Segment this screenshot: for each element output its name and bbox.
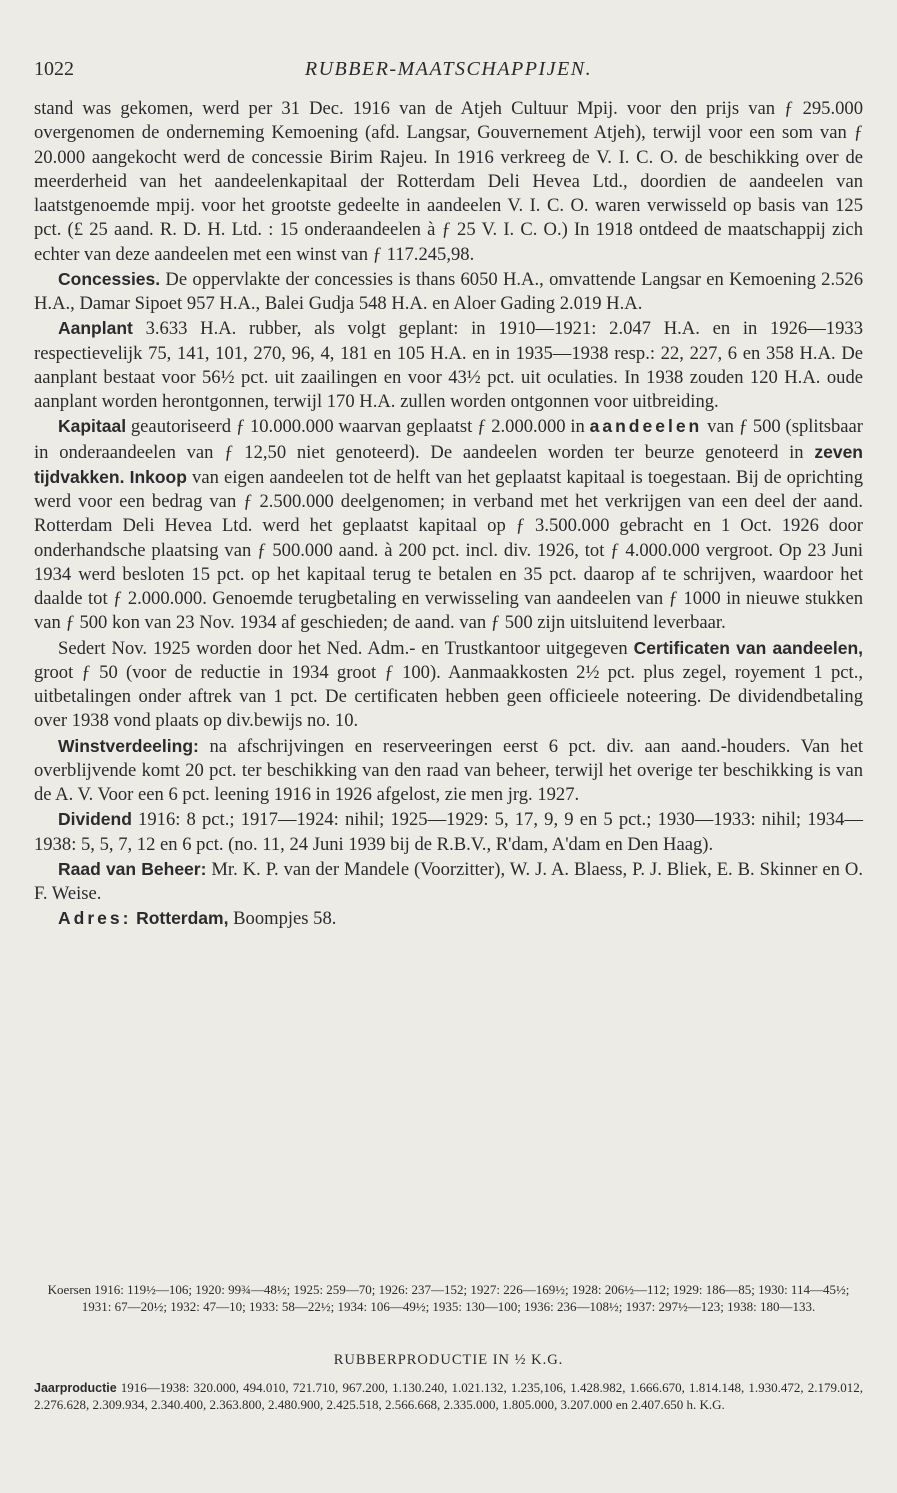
concessies-label: Concessies. [58,268,161,289]
dividend-label: Dividend [58,809,132,830]
paragraph-history: stand was gekomen, werd per 31 Dec. 1916 van de Atjeh Cultuur Mpij. voor den prijs van ƒ 295.000 overgenomen de onderneming Kemoening (afd. Langsar, Gouvernement Atjeh), terwijl voor een som van ƒ 20.000 aangekocht werd de concessie Birim Rajeu. In 1916 verkreeg de V. I. C. O. de beschikking over de meerderheid van het aandeelenkapitaal der Rotterdam Deli Hevea Ltd., doordien de aandeelen van laatstgenoemde mpij. voor het grootste gedeelte in aandeelen V. I. C. O. waren verwisseld op basis van 125 pct. (£ 25 aand. R. D. H. Ltd. : 15 onderaandeelen à ƒ 25 V. I. C. O.) In 1918 ontdeed de maatschappij zich echter van deze aandeelen met een winst van ƒ 117.245,98. [34,98,863,265]
adres-label: Adres: [58,908,132,929]
winstverdeeling-label: Winstverdeeling: [58,735,199,756]
paragraph-raad-van-beheer [34,857,863,907]
running-title: RUBBER-MAATSCHAPPIJEN. [304,58,593,80]
paragraph-dividend [34,807,863,857]
production-text: 1916—1938: 320.000, 494.010, 721.710, 967.200, 1.130.240, 1.021.132, 1.235,106, 1.428.982, 1.666.670, 1.814.148, 1.930.472, 2.179.012, 2.276.628, 2.309.934, 2.340.400, 2.363.800, 2.480.900, 2.425.518, 2.566.668, 2.335.000, 1.805.000, 3.207.000 en 2.407.650 h. K.G. [34,1380,863,1412]
aanplant-text: 3.633 H.A. rubber, als volgt geplant: in 1910—1921: 2.047 H.A. en in 1926—1933 respectievelijk 75, 141, 101, 270, 96, 4, 181 en 105 H.A. en in 1935—1938 resp.: 22, 227, 6 en 358 H.A. De aanplant bestaat voor 56½ pct. uit zaailingen en voor 43½ pct. uit oculaties. In 1938 zouden 120 H.A. oude aanplant worden herontgonnen, terwijl 170 H.A. zullen worden ontgonnen voor uitbreiding. [34,318,863,412]
kapitaal-text-3: van eigen aandeelen tot de helft van het geplaatst kapitaal is toegestaan. Bij de oprichting werd voor een bedrag van ƒ 2.500.000 deelgenomen; in verband met het verkrijgen van een deel der aand. Rotterdam Deli Hevea Ltd. werd het geplaatst kapitaal op ƒ 3.500.000 gebracht en 1 Oct. 1926 door onderhandsche plaatsing van ƒ 500.000 aand. à 200 pct. incl. div. 1926, tot ƒ 4.000.000 vergroot. Op 23 Juni 1934 werd besloten 15 pct. op het kapitaal terug te betalen en 35 pct. daarop af te schrijven, waardoor het daalde tot ƒ 2.000.000. Genoemde terugbetaling en verwisseling van aandeelen van ƒ 1000 in nieuwe stukken van ƒ 500 kon van 23 Nov. 1934 af geschieden; de aand. van ƒ 500 zijn uitsluitend leverbaar. [34,466,863,634]
concessies-text: De oppervlakte der concessies is thans 6050 H.A., omvattende Langsar en Kemoening 2.526 H.A., Damar Sipoet 957 H.A., Balei Gudja 548 H.A. en Aloer Gading 2.019 H.A. [34,268,863,314]
zeven-tijdvakken-label: zeven tijdvakken. [34,441,863,487]
kapitaal-label: Kapitaal [58,416,127,437]
dividend-text: 1916: 8 pct.; 1917—1924: nihil; 1925—1929: 5, 17, 9, 9 en 5 pct.; 1930—1933: nihil; 1934—1938: 5, 5, 7, 12 en 6 pct. (no. 11, 24 Juni 1939 bij de R.B.V., R'dam, A'dam en Den Haag). [34,809,863,855]
paragraph-concessies [34,267,863,317]
adres-text: Boompjes 58. [228,908,337,930]
paragraph-winstverdeeling [34,734,863,808]
production-label: Jaarproductie [34,1381,117,1395]
page-number: 1022 [34,58,74,80]
sedert-text-2: groot ƒ 50 (voor de reductie in 1934 groot ƒ 100). Aanmaakkosten 2½ pct. plus zegel, royement 1 pct., uitbetalingen onder aftrek van 1 pct. De certificaten hebben geen officieele noteering. De dividendbetaling over 1938 vond plaats op div.bewijs no. 10. [34,661,863,732]
adres-city: Rotterdam, [136,908,229,929]
paragraph-adres [34,906,863,931]
kapitaal-text-1: geautoriseerd ƒ 10.000.000 waarvan geplaatst ƒ 2.000.000 in [126,416,590,438]
koersen-block: Koersen 1916: 119½—106; 1920: 99¾—48½; 1925: 259—70; 1926: 237—152; 1927: 226—169½; 1928: 206½—112; 1929: 186—85; 1930: 114—45½; 1931: 67—20½; 1932: 47—10; 1933: 58—22½; 1934: 106—49½; 1935: 130—100; 1936: 236—108½; 1937: 297½—123; 1938: 180—133. [47,1282,850,1314]
raad-van-beheer-label: Raad van Beheer: [58,858,207,879]
certificaten-label: Certificaten van aandeelen, [633,637,863,658]
paragraph-aanplant [34,316,863,414]
paragraph-certificaten [34,636,863,734]
main-text [34,97,863,932]
inkoop-label: Inkoop [129,466,187,487]
kapitaal-text-2: van ƒ 500 (splitsbaar in onderaandeelen van ƒ 12,50 niet genoteerd). De aandeelen worden ter beurze genoteerd in [34,416,863,463]
paragraph-kapitaal [34,414,863,635]
winstverdeeling-text: na afschrijvingen en reserveeringen eerst 6 pct. div. aan aand.-houders. Van het overblijvende komt 20 pct. ter beschikking van den raad van beheer, terwijl het overige ter beschikking is van de A. V. Voor een 6 pct. leening 1916 in 1926 afgelost, zie men jrg. 1927. [34,735,863,805]
page-header [34,58,863,88]
production-title: RUBBERPRODUCTIE IN ½ K.G. [333,1352,564,1368]
aandeelen-label: aandeelen [589,416,703,437]
aanplant-label: Aanplant [58,318,133,339]
sedert-text-1: Sedert Nov. 1925 worden door het Ned. Adm.- en Trustkantoor uitgegeven [58,637,634,659]
raad-van-beheer-text: Mr. K. P. van der Mandele (Voorzitter), W. J. A. Blaess, P. J. Bliek, E. B. Skinner en O. F. Weise. [34,858,863,904]
production-block [34,1380,863,1413]
